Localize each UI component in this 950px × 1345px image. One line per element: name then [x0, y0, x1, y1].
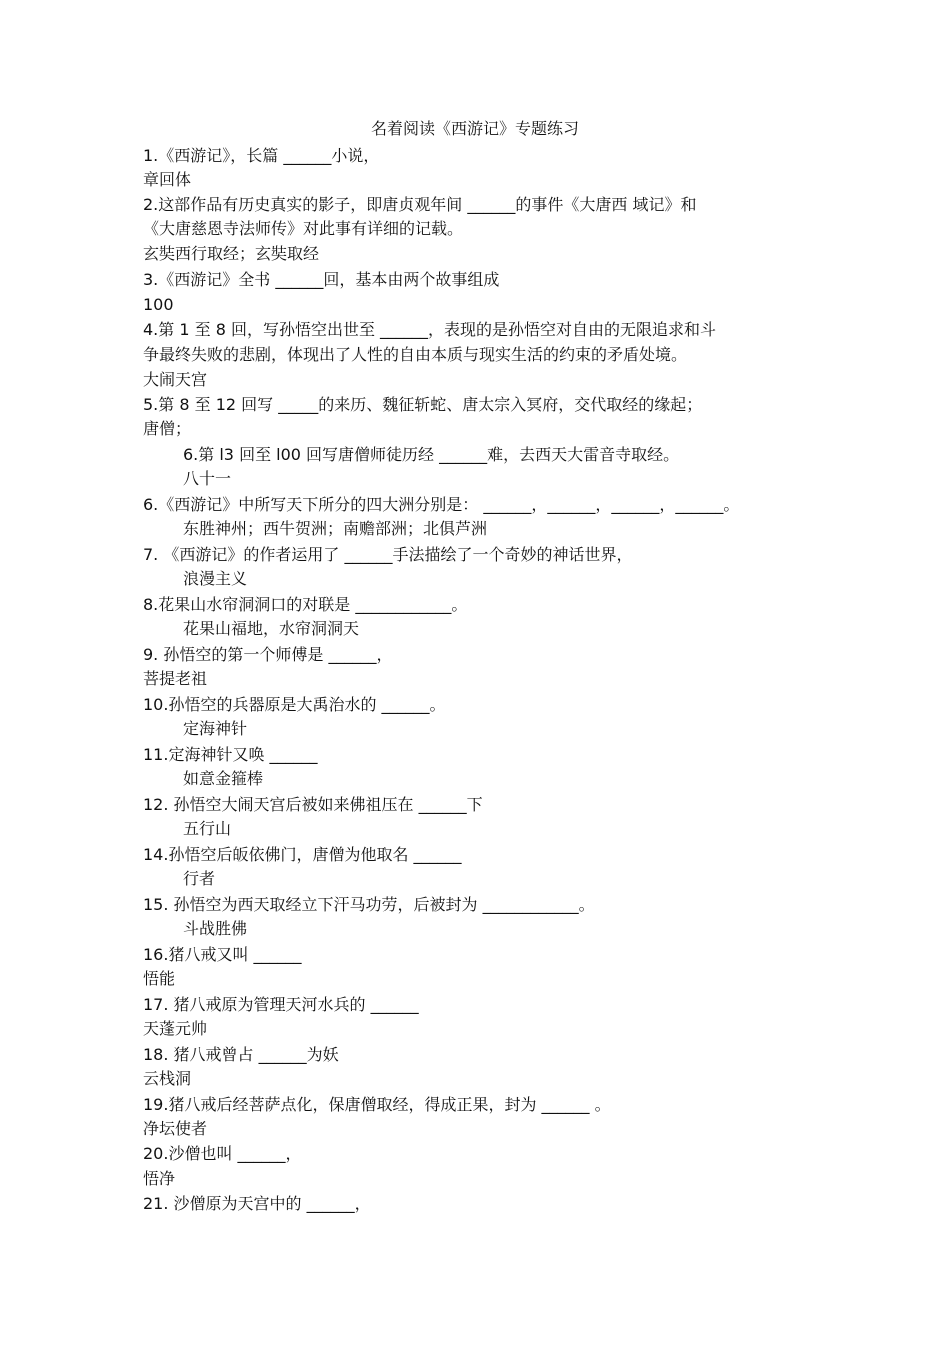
question-line: 16.猪八戒又叫 ______ [143, 945, 302, 964]
question-line: 《大唐慈恩寺法师传》对此事有详细的记载。 [143, 219, 464, 238]
answer-line: 唐僧； [143, 419, 192, 438]
question-line: 6.《西游记》中所写天下所分的四大洲分别是： ______，______，______，______。 [143, 495, 740, 514]
question-line: 2.这部作品有历史真实的影子，即唐贞观年间 ______的事件《大唐西 域记》和 [143, 195, 697, 214]
answer-line: 行者 [183, 869, 216, 888]
answer-line: 净坛使者 [143, 1119, 208, 1138]
question-line: 15. 孙悟空为西天取经立下汗马功劳，后被封为 ____________。 [143, 895, 595, 914]
answer-line: 悟净 [143, 1169, 176, 1188]
question-line: 12. 孙悟空大闹天宫后被如来佛祖压在 ______下 [143, 795, 483, 814]
question-line: 6.第 l3 回至 l00 回写唐僧师徒历经 ______难，去西天大雷音寺取经。 [183, 445, 680, 464]
question-line: 10.孙悟空的兵器原是大禹治水的 ______。 [143, 695, 446, 714]
answer-line: 浪漫主义 [183, 569, 248, 588]
question-line: 20.沙僧也叫 ______， [143, 1144, 302, 1163]
answer-line: 大闹天宫 [143, 370, 208, 389]
question-line: 11.定海神针又唤 ______ [143, 745, 318, 764]
answer-line: 八十一 [183, 469, 232, 488]
question-line: 8.花果山水帘洞洞口的对联是 ____________。 [143, 595, 468, 614]
answer-line: 定海神针 [183, 719, 248, 738]
document-title: 名着阅读《西游记》专题练习 [370, 119, 579, 138]
question-line: 17. 猪八戒原为管理天河水兵的 ______ [143, 995, 419, 1014]
answer-line: 菩提老祖 [143, 669, 208, 688]
question-line: 21. 沙僧原为天宫中的 ______， [143, 1194, 371, 1213]
question-line: 7. 《西游记》的作者运用了 ______手法描绘了一个奇妙的神话世界， [143, 545, 633, 564]
question-line: 14.孙悟空后皈依佛门，唐僧为他取名 ______ [143, 845, 462, 864]
answer-line: 天蓬元帅 [143, 1019, 208, 1038]
answer-line: 斗战胜佛 [183, 919, 248, 938]
question-line: 争最终失败的悲剧，体现出了人性的自由本质与现实生活的约束的矛盾处境。 [143, 345, 688, 364]
question-line: 19.猪八戒后经菩萨点化，保唐僧取经，得成正果，封为 ______ 。 [143, 1095, 611, 1114]
answer-line: 玄奘西行取经；玄奘取经 [143, 244, 320, 263]
answer-line: 花果山福地，水帘洞洞天 [183, 619, 360, 638]
question-line: 18. 猪八戒曾占 ______为妖 [143, 1045, 339, 1064]
question-line: 3.《西游记》全书 ______回，基本由两个故事组成 [143, 270, 500, 289]
answer-line: 东胜神州；西牛贺洲；南赡部洲；北俱芦洲 [183, 519, 488, 538]
question-line: 5.第 8 至 12 回写 _____的来历、魏征斩蛇、唐太宗入冥府，交代取经的缘起； [143, 395, 703, 414]
answer-line: 悟能 [143, 969, 176, 988]
question-line: 4.第 1 至 8 回，写孙悟空出世至 ______，表现的是孙悟空对自由的无限追求和斗 [143, 320, 717, 339]
answer-line: 如意金箍棒 [183, 769, 264, 788]
question-line: 9. 孙悟空的第一个师傅是 ______， [143, 645, 393, 664]
question-line: 1.《西游记》，长篇 ______小说， [143, 146, 380, 165]
answer-line: 章回体 [143, 170, 192, 189]
answer-line: 五行山 [183, 819, 232, 838]
answer-line: 100 [143, 295, 174, 314]
answer-line: 云栈洞 [143, 1069, 192, 1088]
